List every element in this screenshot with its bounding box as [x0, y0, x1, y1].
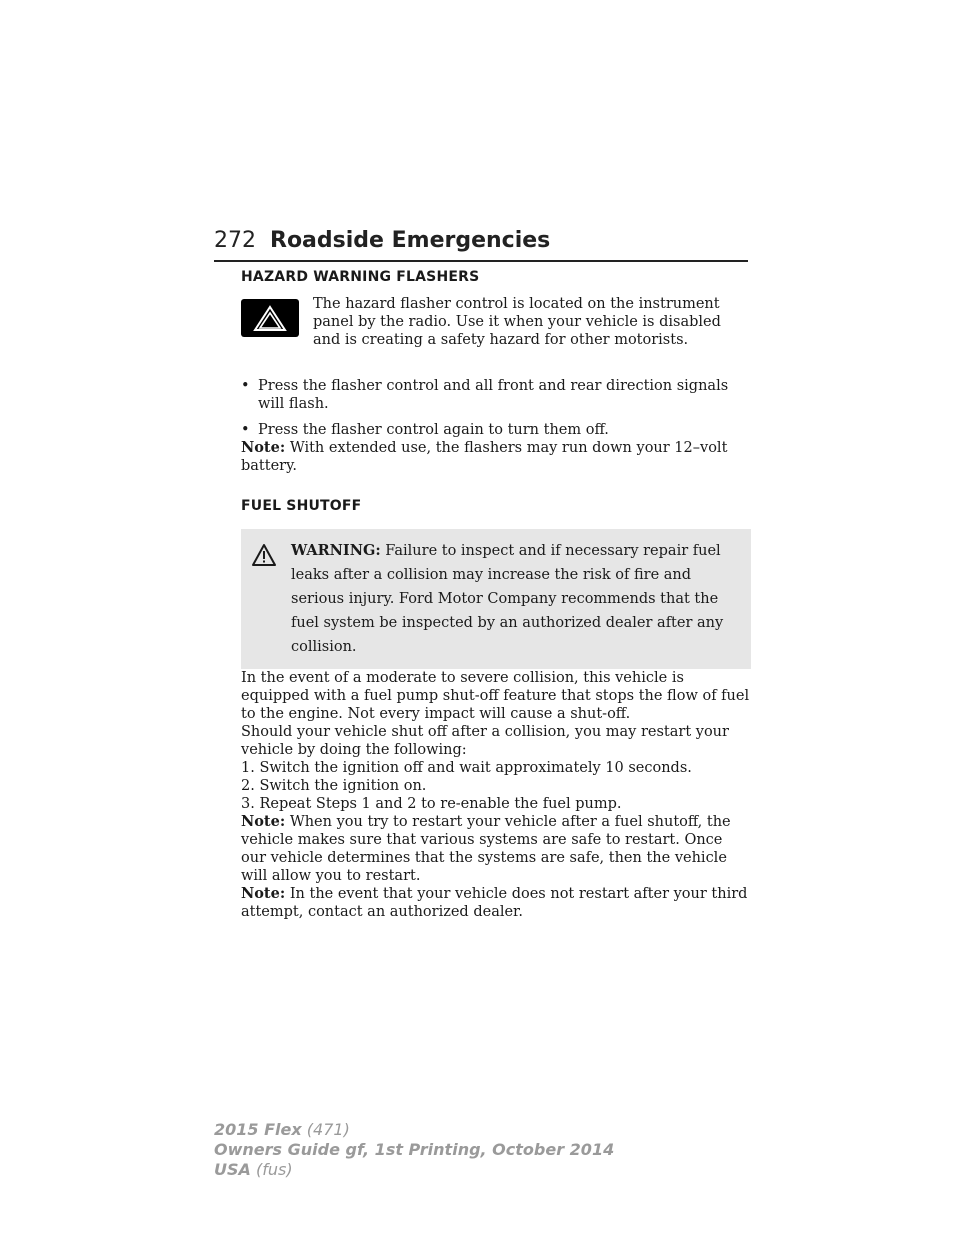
warning-box [241, 529, 751, 669]
list-item [241, 377, 751, 413]
chapter-title: Roadside Emergencies [270, 228, 551, 253]
bullet-text: Press the flasher control and all front and rear direction signals will flash. [258, 378, 729, 412]
footer-model: 2015 Flex [214, 1120, 302, 1139]
list-item [241, 421, 751, 439]
hazard-triangle-icon [241, 299, 299, 337]
bullet-text: Press the flasher control again to turn them off. [258, 422, 609, 438]
footer-market-code: (fus) [256, 1160, 293, 1179]
paragraph: Should your vehicle shut off after a collision, you may restart your vehicle by doing the following: [241, 724, 729, 758]
section-heading-hazard: HAZARD WARNING FLASHERS [241, 269, 480, 285]
footer-line-1 [214, 1120, 614, 1140]
paragraph: In the event of a moderate to severe collision, this vehicle is equipped with a fuel pump shut-off feature that stops the flow of fuel to the engine. Not every impact will cause a shut-off. [241, 670, 750, 722]
bullet-dot: • [241, 422, 250, 438]
footer-line-2: Owners Guide gf, 1st Printing, October 2014 [214, 1140, 615, 1159]
hazard-description-block [241, 295, 751, 369]
hazard-note [241, 439, 751, 475]
step-item: 1. Switch the ignition off and wait approximately 10 seconds. [241, 760, 692, 776]
fuel-note-1 [241, 813, 751, 885]
note-text: With extended use, the flashers may run down your 12–volt battery. [241, 440, 728, 474]
warning-body: Failure to inspect and if necessary repair fuel leaks after a collision may increase the risk of fire and serious injury. Ford Motor Company recommends that the fuel system be inspected by an authorized dealer after any collision. [291, 543, 724, 655]
note-text: When you try to restart your vehicle after a fuel shutoff, the vehicle makes sure that various systems are safe to restart. Once our vehicle determines that the systems are safe, then the vehicle will allow you to restart. [241, 814, 731, 884]
footer-model-code: (471) [306, 1120, 350, 1139]
warning-triangle-icon [251, 543, 277, 575]
fuel-note-2 [241, 885, 751, 921]
warning-label: WARNING: [291, 542, 381, 559]
footer-line-3 [214, 1160, 614, 1180]
note-label: Note: [241, 813, 286, 830]
note-text: In the event that your vehicle does not restart after your third attempt, contact an authorized dealer. [241, 886, 748, 920]
section-heading-fuel-shutoff: FUEL SHUTOFF [241, 498, 362, 514]
note-label: Note: [241, 439, 286, 456]
warning-text [247, 539, 745, 659]
note-label: Note: [241, 885, 286, 902]
page-header [214, 228, 748, 262]
hazard-description: The hazard flasher control is located on the instrument panel by the radio. Use it when your vehicle is disabled and is creating a safety hazard for other motorists. [313, 296, 721, 348]
step-item: 3. Repeat Steps 1 and 2 to re-enable the fuel pump. [241, 796, 622, 812]
page-footer [214, 1120, 614, 1180]
bullet-dot: • [241, 378, 250, 394]
footer-market: USA [214, 1160, 251, 1179]
page-content [241, 268, 751, 921]
step-item: 2. Switch the ignition on. [241, 778, 427, 794]
page-number: 272 [214, 228, 256, 253]
